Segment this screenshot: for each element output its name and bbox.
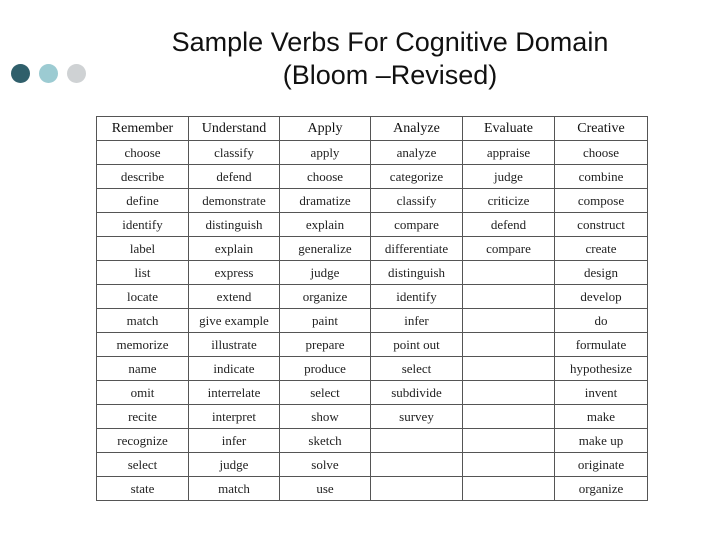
cell-analyze: point out bbox=[371, 333, 463, 357]
cell-remember: label bbox=[97, 237, 189, 261]
cell-analyze: distinguish bbox=[371, 261, 463, 285]
verbs-table bbox=[96, 116, 648, 501]
table-row bbox=[97, 189, 648, 213]
cell-apply: dramatize bbox=[280, 189, 371, 213]
cell-understand: express bbox=[189, 261, 280, 285]
table-row bbox=[97, 165, 648, 189]
header-creative: Creative bbox=[555, 117, 648, 141]
cell-understand: interpret bbox=[189, 405, 280, 429]
cell-evaluate: appraise bbox=[463, 141, 555, 165]
table-row bbox=[97, 237, 648, 261]
cell-analyze: survey bbox=[371, 405, 463, 429]
table-row bbox=[97, 405, 648, 429]
table-row bbox=[97, 309, 648, 333]
table-row bbox=[97, 141, 648, 165]
cell-creative: organize bbox=[555, 477, 648, 501]
cell-creative: invent bbox=[555, 381, 648, 405]
cell-apply: show bbox=[280, 405, 371, 429]
table-row bbox=[97, 285, 648, 309]
cell-evaluate bbox=[463, 381, 555, 405]
table-row bbox=[97, 477, 648, 501]
cell-remember: state bbox=[97, 477, 189, 501]
cell-understand: explain bbox=[189, 237, 280, 261]
cell-creative: hypothesize bbox=[555, 357, 648, 381]
cell-apply: sketch bbox=[280, 429, 371, 453]
cell-understand: defend bbox=[189, 165, 280, 189]
cell-remember: locate bbox=[97, 285, 189, 309]
cell-creative: design bbox=[555, 261, 648, 285]
cell-apply: apply bbox=[280, 141, 371, 165]
decorative-dots bbox=[11, 64, 101, 84]
cell-understand: interrelate bbox=[189, 381, 280, 405]
cell-creative: combine bbox=[555, 165, 648, 189]
cell-creative: choose bbox=[555, 141, 648, 165]
cell-remember: define bbox=[97, 189, 189, 213]
cell-apply: choose bbox=[280, 165, 371, 189]
cell-apply: judge bbox=[280, 261, 371, 285]
cell-analyze: categorize bbox=[371, 165, 463, 189]
cell-evaluate bbox=[463, 285, 555, 309]
cell-evaluate bbox=[463, 357, 555, 381]
cell-evaluate: compare bbox=[463, 237, 555, 261]
cell-analyze: infer bbox=[371, 309, 463, 333]
cell-apply: select bbox=[280, 381, 371, 405]
cell-remember: recognize bbox=[97, 429, 189, 453]
table-row bbox=[97, 261, 648, 285]
cell-evaluate: defend bbox=[463, 213, 555, 237]
light-teal-dot bbox=[39, 64, 58, 83]
verbs-table-header bbox=[97, 117, 648, 141]
cell-apply: solve bbox=[280, 453, 371, 477]
cell-apply: explain bbox=[280, 213, 371, 237]
table-row bbox=[97, 453, 648, 477]
cell-understand: infer bbox=[189, 429, 280, 453]
cell-understand: extend bbox=[189, 285, 280, 309]
cell-remember: identify bbox=[97, 213, 189, 237]
cell-remember: name bbox=[97, 357, 189, 381]
cell-creative: formulate bbox=[555, 333, 648, 357]
cell-apply: produce bbox=[280, 357, 371, 381]
cell-creative: create bbox=[555, 237, 648, 261]
cell-creative: make bbox=[555, 405, 648, 429]
table-row bbox=[97, 381, 648, 405]
cell-understand: distinguish bbox=[189, 213, 280, 237]
slide-title-line-2: (Bloom –Revised) bbox=[282, 60, 498, 90]
cell-understand: classify bbox=[189, 141, 280, 165]
cell-analyze: subdivide bbox=[371, 381, 463, 405]
cell-remember: recite bbox=[97, 405, 189, 429]
cell-apply: organize bbox=[280, 285, 371, 309]
table-row bbox=[97, 333, 648, 357]
cell-remember: match bbox=[97, 309, 189, 333]
header-row bbox=[97, 117, 648, 141]
cell-evaluate bbox=[463, 453, 555, 477]
header-remember: Remember bbox=[97, 117, 189, 141]
cell-creative: compose bbox=[555, 189, 648, 213]
slide-title bbox=[110, 26, 670, 92]
cell-analyze bbox=[371, 429, 463, 453]
cell-evaluate bbox=[463, 429, 555, 453]
cell-understand: illustrate bbox=[189, 333, 280, 357]
cell-analyze: identify bbox=[371, 285, 463, 309]
cell-remember: omit bbox=[97, 381, 189, 405]
cell-creative: make up bbox=[555, 429, 648, 453]
cell-evaluate: judge bbox=[463, 165, 555, 189]
cell-understand: demonstrate bbox=[189, 189, 280, 213]
cell-creative: develop bbox=[555, 285, 648, 309]
header-apply: Apply bbox=[280, 117, 371, 141]
cell-analyze: differentiate bbox=[371, 237, 463, 261]
cell-creative: do bbox=[555, 309, 648, 333]
grey-dot bbox=[67, 64, 86, 83]
cell-apply: generalize bbox=[280, 237, 371, 261]
cell-remember: describe bbox=[97, 165, 189, 189]
header-evaluate: Evaluate bbox=[463, 117, 555, 141]
cell-creative: construct bbox=[555, 213, 648, 237]
cell-analyze bbox=[371, 477, 463, 501]
table-row bbox=[97, 213, 648, 237]
cell-remember: memorize bbox=[97, 333, 189, 357]
header-understand: Understand bbox=[189, 117, 280, 141]
dark-teal-dot bbox=[11, 64, 30, 83]
cell-understand: judge bbox=[189, 453, 280, 477]
cell-apply: paint bbox=[280, 309, 371, 333]
cell-understand: match bbox=[189, 477, 280, 501]
header-analyze: Analyze bbox=[371, 117, 463, 141]
cell-analyze: analyze bbox=[371, 141, 463, 165]
cell-evaluate bbox=[463, 477, 555, 501]
slide-title-line-1: Sample Verbs For Cognitive Domain bbox=[171, 27, 609, 57]
cell-evaluate bbox=[463, 261, 555, 285]
cell-evaluate bbox=[463, 309, 555, 333]
cell-analyze bbox=[371, 453, 463, 477]
cell-remember: list bbox=[97, 261, 189, 285]
cell-analyze: classify bbox=[371, 189, 463, 213]
cell-apply: use bbox=[280, 477, 371, 501]
table-row bbox=[97, 357, 648, 381]
verbs-table-body bbox=[97, 141, 648, 501]
table-row bbox=[97, 429, 648, 453]
cell-understand: indicate bbox=[189, 357, 280, 381]
cell-evaluate bbox=[463, 405, 555, 429]
cell-remember: choose bbox=[97, 141, 189, 165]
cell-analyze: select bbox=[371, 357, 463, 381]
cell-apply: prepare bbox=[280, 333, 371, 357]
cell-evaluate: criticize bbox=[463, 189, 555, 213]
cell-understand: give example bbox=[189, 309, 280, 333]
cell-creative: originate bbox=[555, 453, 648, 477]
cell-evaluate bbox=[463, 333, 555, 357]
cell-remember: select bbox=[97, 453, 189, 477]
cell-analyze: compare bbox=[371, 213, 463, 237]
